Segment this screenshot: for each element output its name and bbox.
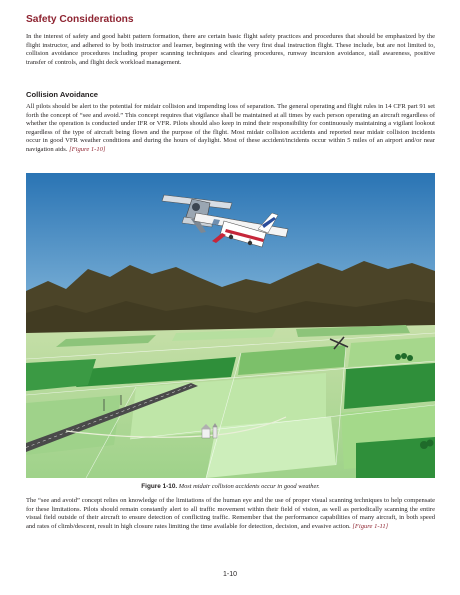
collision-avoidance-paragraph <box>26 103 435 154</box>
figure-caption <box>26 483 435 490</box>
figure-illustration <box>26 173 435 478</box>
paragraph-text: All pilots should be alert to the potential for midair collision and impending loss of separation. The general operating and flight rules in 14 CFR part 91 set forth the concept of “see and avoid.” This concept requires that vigilance shall be maintained at all times by each person operating an aircraft regardless of whether the operation is conducted under IFR or VFR. Pilots should also keep in mind their responsibility for continuously maintaining a vigilant lookout regardless of the type of aircraft being flown and the purpose of the flight. Most midair collision accidents and reported near midair collision incidents occur in good VFR weather conditions and during the hours of daylight. Most of these accident/incidents occur within 5 miles of an airport and/or near navigation aids. <box>26 103 435 153</box>
figure-reference-link[interactable]: [Figure 1-11] <box>352 522 389 530</box>
field-dark-right <box>344 363 435 409</box>
page-number: 1-10 <box>222 571 237 578</box>
paragraph-text: The “see and avoid” concept relies on knowledge of the limitations of the human eye and the use of proper visual scanning techniques to help compensate for these limitations. Pilots should remain constantly alert to all traffic movement within their field of vision, as well as periodically scanning the entire visual field outside of their aircraft to ensure detection of conflicting traffic. Remember that the performance capabilities of many aircraft, in both speed and rates of climb/descent, result in high closure rates limiting the time available for detection, decision, and evasive action. <box>26 497 435 530</box>
figure-reference-link[interactable]: [Figure 1-10] <box>69 145 106 153</box>
midair-collision-illustration <box>26 173 435 478</box>
subsection-title: Collision Avoidance <box>26 90 99 99</box>
intro-paragraph: In the interest of safety and good habit pattern formation, there are certain basic flight safety practices and procedures that should be emphasized by the flight instructor, and adhered to by both instructor and learner, beginning with the very first dual instruction flight. These include, but are not limited to, collision avoidance procedures including proper scanning techniques and clearing procedures, runway incursion avoidance, stall awareness, positive transfer of controls, and flight deck workload management. <box>26 33 435 66</box>
caption-text: Most midair collision accidents occur in good weather. <box>178 483 320 490</box>
figure-number: Figure 1-10. <box>141 483 178 490</box>
see-and-avoid-paragraph <box>26 497 435 531</box>
section-title: Safety Considerations <box>26 14 134 25</box>
